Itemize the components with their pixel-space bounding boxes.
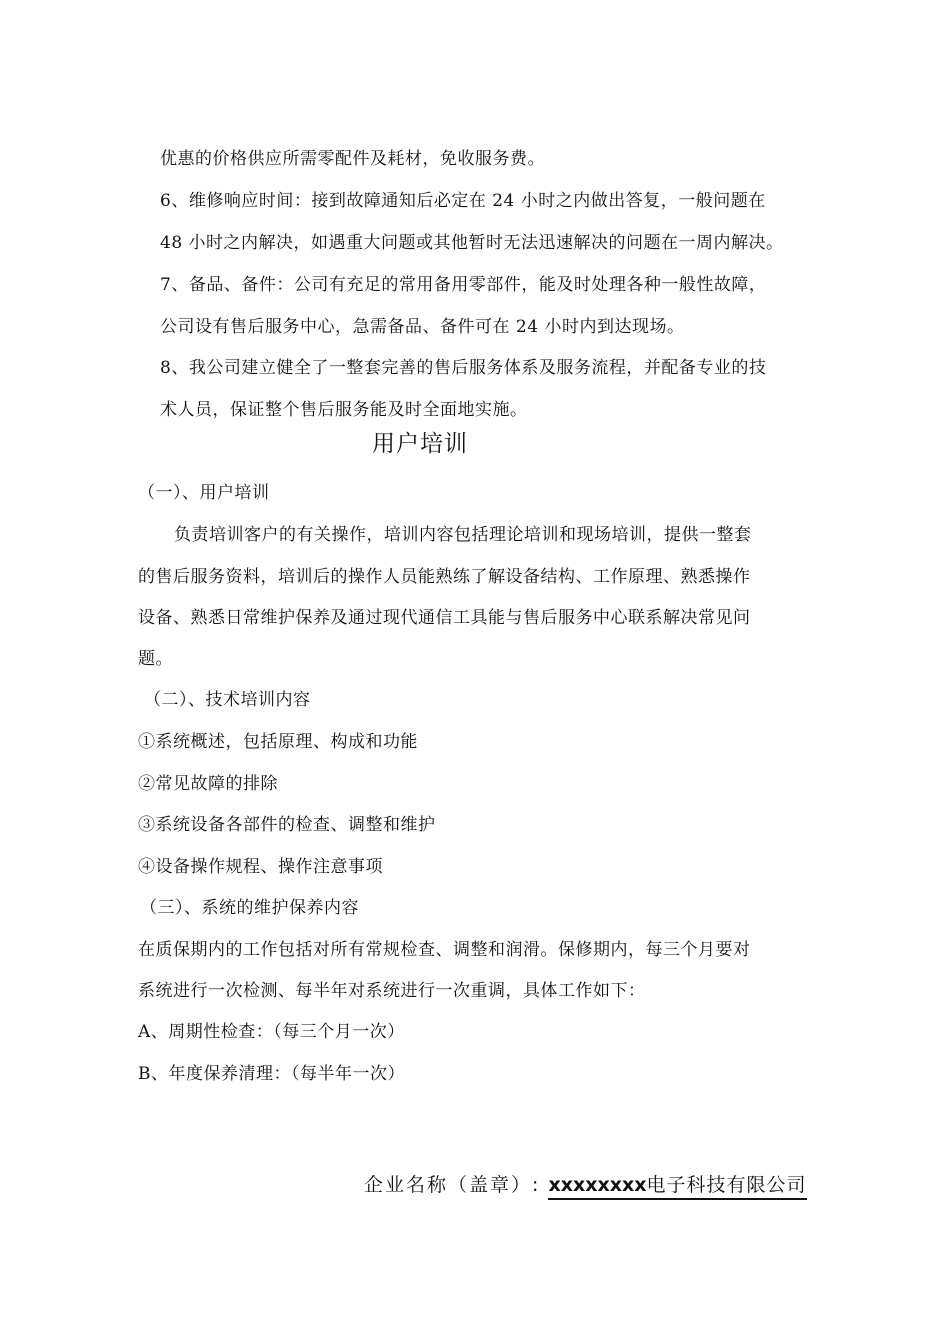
text-line: 题。 (138, 649, 173, 669)
subsection-heading: （二）、技术培训内容 (144, 690, 311, 710)
list-item: ②常见故障的排除 (138, 774, 278, 794)
text-line: A、周期性检查：（每三个月一次） (138, 1022, 405, 1042)
subsection-heading: （三）、系统的维护保养内容 (140, 898, 359, 918)
signature-label: 企业名称（盖章） (364, 1174, 533, 1196)
text-line: 设备、熟悉日常维护保养及通过现代通信工具能与售后服务中心联系解决常见问 (138, 608, 751, 628)
text-line: 公司设有售后服务中心，急需备品、备件可在 24 小时内到达现场。 (160, 317, 685, 337)
list-item: ③系统设备各部件的检查、调整和维护 (138, 815, 436, 835)
text-line: 6、维修响应时间：接到故障通知后必定在 24 小时之内做出答复，一般问题在 (160, 191, 766, 211)
company-name (548, 1174, 806, 1200)
company-signature (364, 1172, 807, 1198)
company-name-prefix: xxxxxxxx (548, 1174, 647, 1196)
text-line: 48 小时之内解决，如遇重大问题或其他暂时无法迅速解决的问题在一周内解决。 (160, 233, 784, 253)
text-line: 7、备品、备件：公司有充足的常用备用零部件，能及时处理各种一般性故障， (160, 275, 767, 295)
text-line: 8、我公司建立健全了一整套完善的售后服务体系及服务流程，并配备专业的技 (160, 358, 767, 378)
text-line: 系统进行一次检测、每半年对系统进行一次重调，具体工作如下： (138, 981, 646, 1001)
text-line: 优惠的价格供应所需零配件及耗材，免收服务费。 (160, 149, 545, 169)
text-line: 负责培训客户的有关操作，培训内容包括理论培训和现场培训，提供一整套 (174, 525, 752, 545)
text-line: 的售后服务资料，培训后的操作人员能熟练了解设备结构、工作原理、熟悉操作 (138, 567, 751, 587)
subsection-heading: （一）、用户培训 (138, 483, 270, 503)
text-line: B、年度保养清理：（每半年一次） (138, 1064, 405, 1084)
text-line: 在质保期内的工作包括对所有常规检查、调整和润滑。保修期内，每三个月要对 (138, 940, 751, 960)
list-item: ①系统概述，包括原理、构成和功能 (138, 732, 418, 752)
section-title: 用户培训 (372, 431, 468, 457)
list-item: ④设备操作规程、操作注意事项 (138, 857, 383, 877)
signature-colon: : (532, 1174, 541, 1196)
company-name-suffix: 电子科技有限公司 (646, 1174, 807, 1196)
text-line: 术人员，保证整个售后服务能及时全面地实施。 (160, 400, 528, 420)
